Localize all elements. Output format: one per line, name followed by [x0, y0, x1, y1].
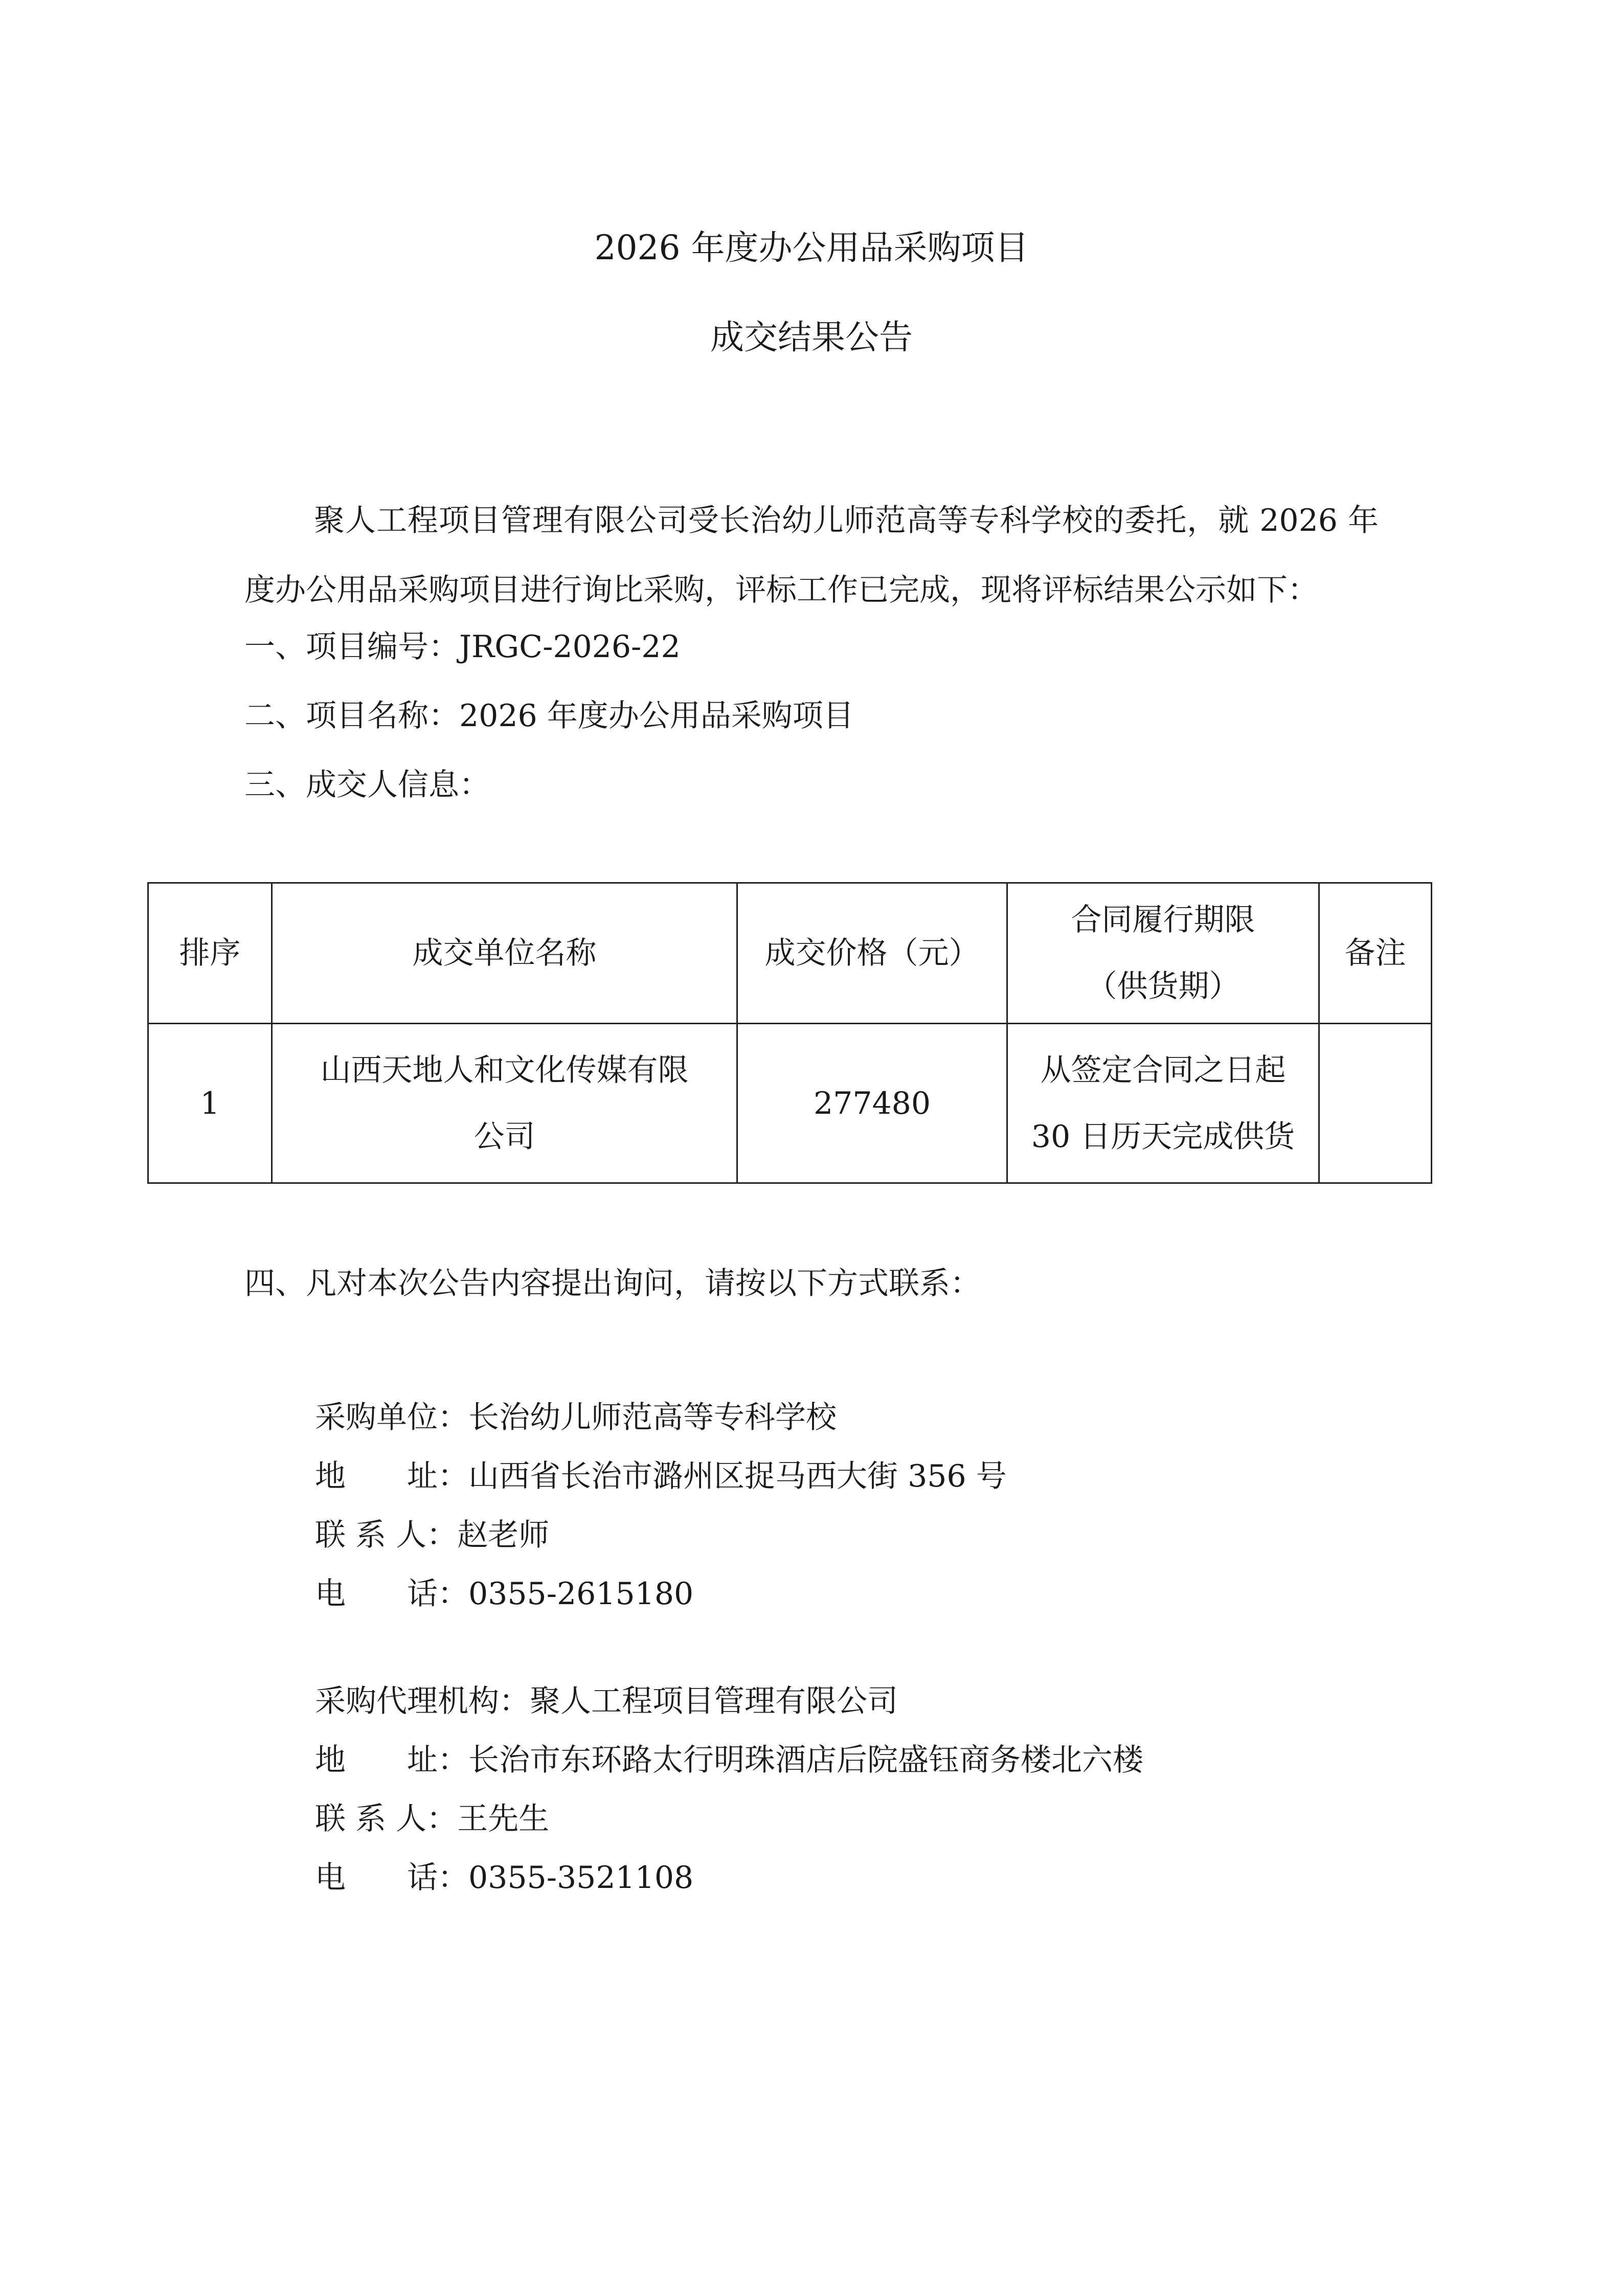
cell-company-line-1: 山西天地人和文化传媒有限 — [320, 1052, 689, 1088]
contact-heading: 四、凡对本次公告内容提出询问，请按以下方式联系： — [244, 1266, 981, 1301]
agency-contact-label: 联 系 人： — [315, 1801, 458, 1837]
table-header-row — [148, 883, 1432, 1024]
cell-remarks — [1319, 1024, 1432, 1183]
winner-info-heading: 三、成交人信息： — [244, 767, 490, 803]
header-rank: 排序 — [148, 883, 272, 1024]
agency-contact-value: 王先生 — [457, 1801, 550, 1837]
agency-contact-block — [315, 1672, 1143, 1907]
cell-term — [1007, 1024, 1319, 1183]
agency-phone-value: 0355-3521108 — [468, 1860, 694, 1896]
purchaser-address-line — [315, 1447, 1007, 1506]
intro-paragraph: 聚人工程项目管理有限公司受长治幼儿师范高等专科学校的委托，就 2026 年度办公用品采购项目进行询比采购，评标工作已完成，现将评标结果公示如下： — [244, 503, 1379, 608]
agency-address-line — [315, 1731, 1143, 1790]
purchaser-contact-label: 联 系 人： — [315, 1517, 458, 1553]
agency-phone-label: 电 话： — [315, 1860, 468, 1896]
cell-rank: 1 — [148, 1024, 272, 1183]
header-term-line-2: （供货期） — [1086, 969, 1240, 1004]
purchaser-address-label: 地 址： — [315, 1458, 468, 1494]
purchaser-unit-value: 长治幼儿师范高等专科学校 — [468, 1400, 837, 1435]
cell-term-line-1: 从签定合同之日起 — [1040, 1052, 1286, 1088]
purchaser-contact-block — [315, 1388, 1007, 1624]
document-title: 2026 年度办公用品采购项目 — [594, 228, 1029, 267]
agency-unit-value: 聚人工程项目管理有限公司 — [530, 1683, 898, 1719]
document-subtitle: 成交结果公告 — [710, 318, 913, 357]
purchaser-phone-value: 0355-2615180 — [468, 1576, 694, 1612]
purchaser-phone-label: 电 话： — [315, 1576, 468, 1612]
header-company: 成交单位名称 — [272, 883, 737, 1024]
purchaser-contact-value: 赵老师 — [457, 1517, 550, 1553]
agency-unit-line — [315, 1672, 1143, 1731]
award-table — [147, 882, 1432, 1184]
agency-address-value: 长治市东环路太行明珠酒店后院盛钰商务楼北六楼 — [468, 1742, 1143, 1778]
cell-term-line-2: 30 日历天完成供货 — [1031, 1118, 1295, 1155]
header-term — [1007, 883, 1319, 1024]
purchaser-contact-line — [315, 1506, 1007, 1565]
project-number-line: 一、项目编号：JRGC-2026-22 — [244, 629, 681, 665]
agency-contact-line — [315, 1790, 1143, 1849]
cell-company-line-2: 公司 — [474, 1118, 535, 1155]
purchaser-unit-line — [315, 1388, 1007, 1447]
table-row — [148, 1024, 1432, 1183]
agency-phone-line — [315, 1849, 1143, 1907]
agency-address-label: 地 址： — [315, 1742, 468, 1778]
purchaser-address-value: 山西省长治市潞州区捉马西大街 356 号 — [468, 1458, 1007, 1494]
cell-price: 277480 — [737, 1024, 1007, 1183]
purchaser-unit-label: 采购单位： — [315, 1400, 468, 1435]
header-term-line-1: 合同履行期限 — [1071, 902, 1255, 938]
purchaser-phone-line — [315, 1565, 1007, 1624]
header-price: 成交价格（元） — [737, 883, 1007, 1024]
header-remarks: 备注 — [1319, 883, 1432, 1024]
project-name-line: 二、项目名称：2026 年度办公用品采购项目 — [244, 698, 854, 734]
agency-unit-label: 采购代理机构： — [315, 1683, 530, 1719]
cell-company — [272, 1024, 737, 1183]
